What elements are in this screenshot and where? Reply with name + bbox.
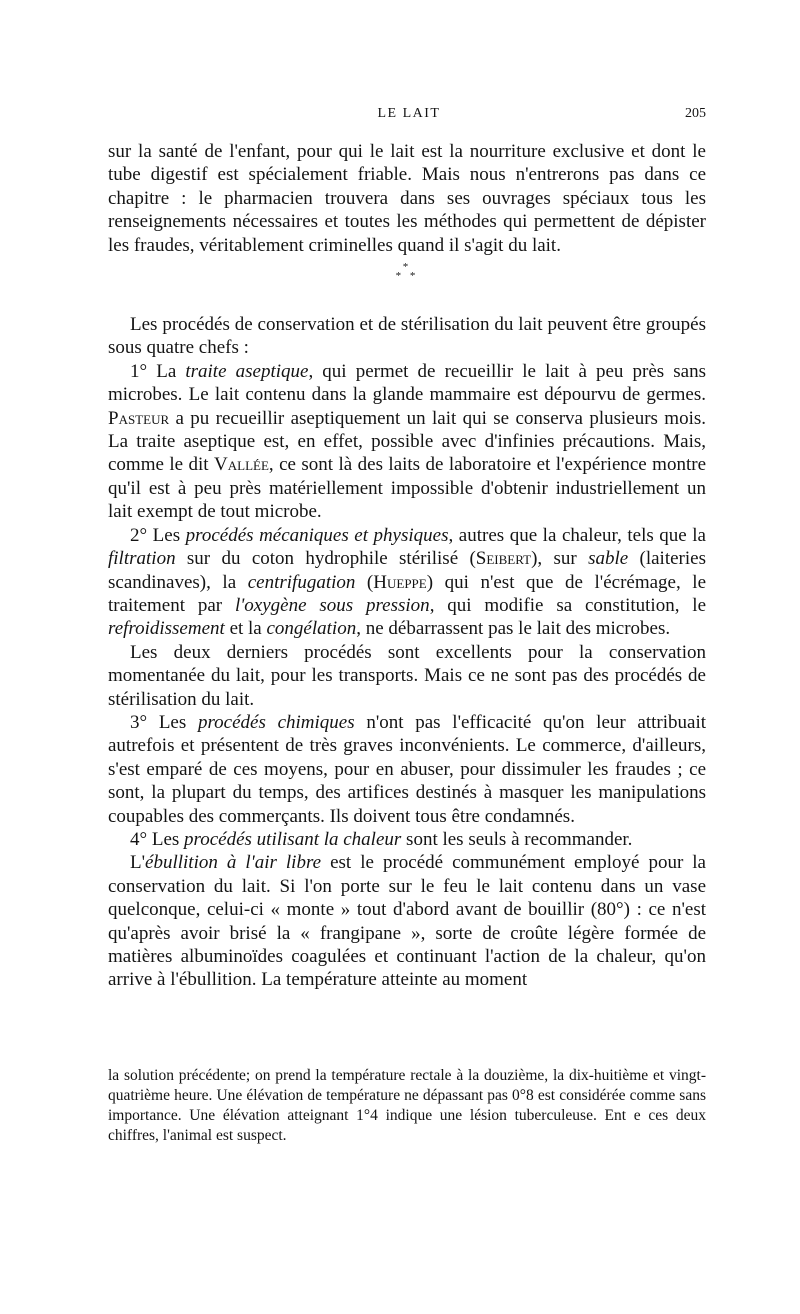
item-2-number: 2°	[130, 524, 148, 546]
item-1-paragraph: 1° La traite aseptique, qui permet de recueillir le lait à peu près sans microbes. Le lait contenu dans la glande mammaire est dépourvu de germes. Pasteur a pu recueillir aseptiquement un lait qui se conserva plusieurs mois. La traite aseptique est, en effet, possible avec d'infinies précautions. Mais, comme le dit Vallée, ce sont là des laits de laboratoire et l'expérience montre qu'il est à peu près matériellement impossible d'obtenir industriellement un lait exempt de tout microbe.	[108, 360, 706, 523]
body-text	[108, 140, 706, 992]
item-3-paragraph: 3° Les procédés chimiques n'ont pas l'efficacité qu'on leur attribuait autrefois et présentent de très graves inconvénients. Le commerce, d'ailleurs, s'est emparé de ces moyens, pour en abuser, pour dissimuler les fraudes ; ce sont, la plupart du temps, des artifices destinés à masquer les manipulations coupables des commerçants. Ils doivent tous être condamnés.	[108, 711, 707, 827]
running-title: LE LAIT	[377, 106, 441, 121]
item-2-paragraph: 2° Les procédés mécaniques et physiques, autres que la chaleur, tels que la filtration sur du coton hydrophile stérilisé (Seibert), sur sable (laiteries scandinaves), la centrifugation (Hueppe) qui n'est que de l'écrémage, le traitement par l'oxygène sous pression, qui modifie sa constitution, le refroidissement et la congélation, ne débarrassent pas le lait des microbes.	[108, 524, 707, 640]
asterism-top: *	[402, 261, 412, 274]
term-sable: sable	[588, 548, 629, 570]
item-3-number: 3°	[130, 711, 148, 733]
page-number: 205	[685, 106, 706, 121]
footnote-text: la solution précédente; on prend la température rectale à la douzième, la dix-huitième et vingt-quatrième heure. Une élévation de température ne dépassant pas 0°8 est considérée comme sans importance. Une élévation atteignant 1°4 indique une lésion tuberculeuse. Ent e ces deux chiffres, l'animal est suspect.	[108, 1067, 706, 1144]
section-lead: Les procédés de conservation et de stérilisation du lait peuvent être groupés sous quatre chefs :	[108, 314, 706, 359]
asterism	[108, 263, 706, 281]
ebullition-paragraph: L'ébullition à l'air libre est le procédé communément employé pour la conservation du lait. Si l'on porte sur le feu le lait contenu dans un vase quelconque, celui-ci « monte » tout d'abord avant de bouillir (80°) : ce n'est qu'après avoir brisé la « frangipane », sorte de croûte légère formée de matières albuminoïdes coagulées et continuant l'action de la chaleur, qu'on arrive à l'ébullition. La température atteinte au moment	[108, 852, 706, 991]
author-seibert: Seibert	[475, 548, 532, 570]
item-3-term: procédés chimiques	[197, 711, 355, 733]
author-hueppe: Hueppe	[373, 571, 427, 593]
item-4-paragraph: 4° Les procédés utilisant la chaleur sont les seuls à recommander.	[130, 828, 633, 850]
term-filtration: filtration	[108, 548, 176, 570]
footnote	[108, 1066, 706, 1146]
item-4-term: procédés utilisant la chaleur	[184, 828, 402, 850]
item-2-note: Les deux derniers procédés sont excellents pour la conservation momentanée du lait, pour les transports. Mais ce ne sont pas des procédés de stérilisation du lait.	[108, 641, 706, 710]
term-centrifugation: centrifugation	[247, 571, 356, 593]
item-4-number: 4°	[130, 828, 148, 850]
term-congelation: congélation	[266, 618, 357, 640]
item-1-number: 1°	[130, 360, 148, 382]
ebullition-term: ébullition à l'air libre	[145, 852, 322, 874]
page-header	[112, 104, 706, 128]
asterism-bottom: * *	[395, 270, 419, 283]
term-oxygene: l'oxygène sous pression	[234, 594, 430, 616]
intro-paragraph: sur la santé de l'enfant, pour qui le lait est la nourriture exclusive et dont le tube digestif est spécialement friable. Mais nous n'entrerons pas dans ce chapitre : le pharmacien trouvera dans ses ouvrages spéciaux tous les renseignements nécessaires et toutes les méthodes qui permettent de dépister les fraudes, véritablement criminelles quand il s'agit du lait.	[108, 141, 706, 256]
item-1-term: traite aseptique	[185, 360, 309, 382]
item-2-term: procédés mécaniques et physiques	[185, 524, 449, 546]
author-pasteur: Pasteur	[108, 407, 170, 429]
author-vallee: Vallée	[214, 454, 269, 476]
term-refroidissement: refroidissement	[108, 618, 225, 640]
